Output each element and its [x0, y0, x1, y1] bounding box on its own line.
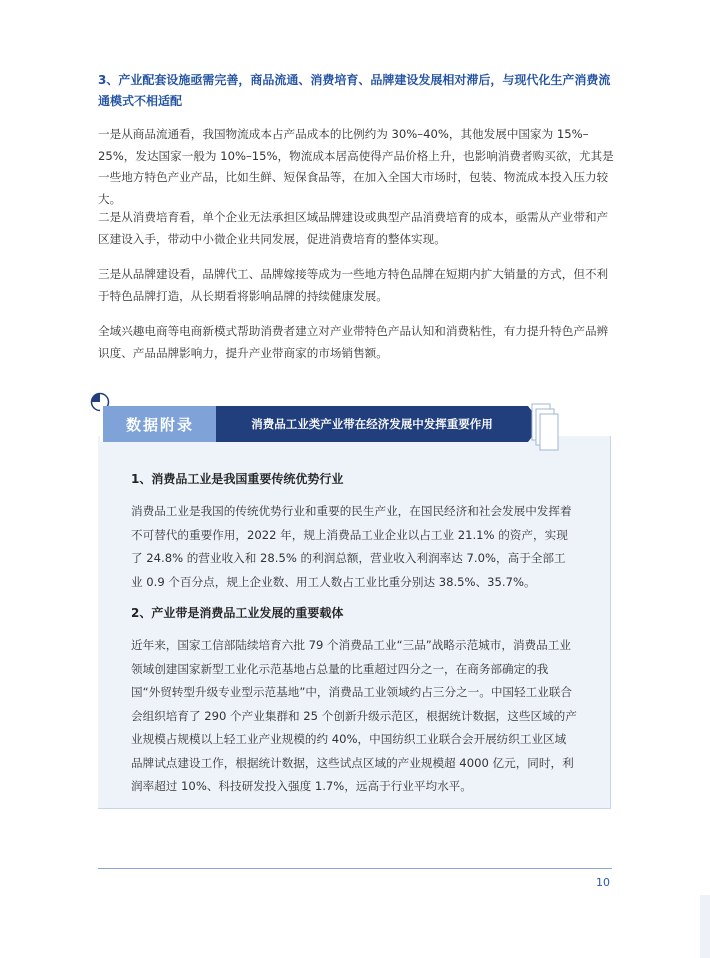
scroll-edge: [700, 895, 710, 958]
paragraph-consumption: 二是从消费培育看，单个企业无法承担区域品牌建设或典型产品消费培育的成本，亟需从产业带和产区建设入手，带动中小微企业共同发展，促进消费培育的整体实现。: [98, 210, 609, 246]
appendix-item-title-1: 1、消费品工业是我国重要传统优势行业: [131, 472, 344, 486]
appendix-tag: 数据附录: [100, 406, 217, 442]
documents-icon: [530, 402, 560, 454]
page-number: 10: [596, 876, 610, 889]
paragraph-ecommerce: 全域兴趣电商等电商新模式帮助消费者建立对产业带特色产品认知和消费粘性，有力提升特色产品辨识度、产品品牌影响力，提升产业带商家的市场销售额。: [98, 324, 609, 360]
appendix-title: 消费品工业类产业带在经济发展中发挥重要作用: [216, 406, 528, 442]
appendix-item-title-2: 2、产业带是消费品工业发展的重要载体: [131, 606, 344, 620]
section-heading: 3、产业配套设施亟需完善，商品流通、消费培育、品牌建设发展相对滞后，与现代化生产消费流通模式不相适配: [98, 73, 611, 108]
footer-divider: [98, 868, 612, 869]
appendix-item-text-2: 近年来，国家工信部陆续培育六批 79 个消费品工业“三品”战略示范城市，消费品工业领域创建国家新型工业化示范基地占总量的比重超过四分之一，在商务部确定的我国“外贸转型升级专业型示范基地”中，消费品工业领域约占三分之一。中国轻工业联合会组织培育了 290 个产业集群和 25 个创新升级示范区，根据统计数据，这些区域的产业规模占规模以上轻工业产业规模的约 40%，中国纺织工业联合会开展纺织工业区域品牌试点建设工作，根据统计数据，这些试点区域的产业规模超 4000 亿元，同时，利润率超过 10%、科技研发投入强度 1.7%，远高于行业平均水平。: [131, 638, 577, 793]
appendix-item-text-1: 消费品工业是我国的传统优势行业和重要的民生产业，在国民经济和社会发展中发挥着不可替代的重要作用，2022 年，规上消费品工业企业以占工业 21.1% 的资产，实现了 24.8% 的营业收入和 28.5% 的利润总额，营业收入利润率达 7.0%，高于全部工业 0.9 个百分点，规上企业数、用工人数占工业比重分别达 38.5%、35.7%。: [131, 504, 572, 589]
paragraph-logistics: 一是从商品流通看，我国物流成本占产品成本的比例约为 30%–40%，其他发展中国家为 15%–25%，发达国家一般为 10%–15%，物流成本居高使得产品价格上升，也影响消费者购买欲，尤其是一些地方特色产业产品，比如生鲜、短保食品等，在加入全国大市场时，包装、物流成本投入压力较大。: [98, 127, 614, 206]
paragraph-brand: 三是从品牌建设看，品牌代工、品牌嫁接等成为一些地方特色品牌在短期内扩大销量的方式，但不利于特色品牌打造，从长期看将影响品牌的持续健康发展。: [98, 267, 609, 303]
